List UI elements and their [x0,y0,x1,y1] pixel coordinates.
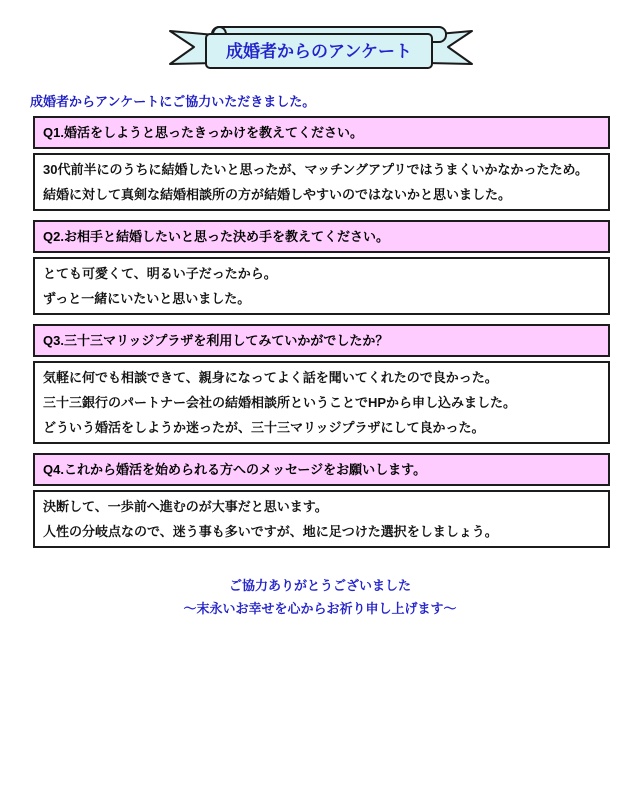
answer-line: 気軽に何でも相談できて、親身になってよく話を聞いてくれたので良かった。 [43,370,498,385]
qa-block-2 [33,220,610,315]
question-header-q2: Q2.お相手と結婚したいと思った決め手を教えてください。 [33,220,610,253]
answer-line: 結婚に対して真剣な結婚相談所の方が結婚しやすいのではないかと思いました。 [43,187,512,202]
answer-line: 決断して、一歩前へ進むのが大事だと思います。 [43,499,328,514]
answer-line: 人性の分岐点なので、迷う事も多いですが、地に足つけた選択をしましょう。 [43,524,498,539]
footer-line-2: ～末永いお幸せを心からお祈り申し上げます～ [183,601,457,616]
answer-box-q2 [33,257,610,315]
qa-block-3 [33,324,610,444]
answer-line: ずっと一緒にいたいと思いました。 [43,291,251,306]
answer-box-q1 [33,153,610,211]
qa-block-4 [33,453,610,548]
banner-title: 成婚者からのアンケート [226,42,412,61]
banner-ribbon [0,0,640,84]
answer-box-q3 [33,361,610,444]
question-header-q4: Q4.これから婚活を始められる方へのメッセージをお願いします。 [33,453,610,486]
qa-block-1 [33,116,610,211]
answer-box-q4 [33,490,610,548]
question-header-q3: Q3.三十三マリッジプラザを利用してみていかがでしたか？ [33,324,610,357]
answer-line: 30代前半にのうちに結婚したいと思ったが、マッチングアプリではうまくいかなかったため。 [43,162,588,177]
footer-message [0,574,640,620]
answer-line: どういう婚活をしようか迷ったが、三十三マリッジプラザにして良かった。 [43,420,485,435]
answer-line: とても可愛くて、明るい子だったから。 [43,266,277,281]
intro-text: 成婚者からアンケートにご協力いただきました。 [30,94,316,109]
answer-line: 三十三銀行のパートナー会社の結婚相談所ということでHPから申し込みました。 [43,395,517,410]
question-header-q1: Q1.婚活をしようと思ったきっかけを教えてください。 [33,116,610,149]
footer-line-1: ご協力ありがとうございました [228,578,411,593]
